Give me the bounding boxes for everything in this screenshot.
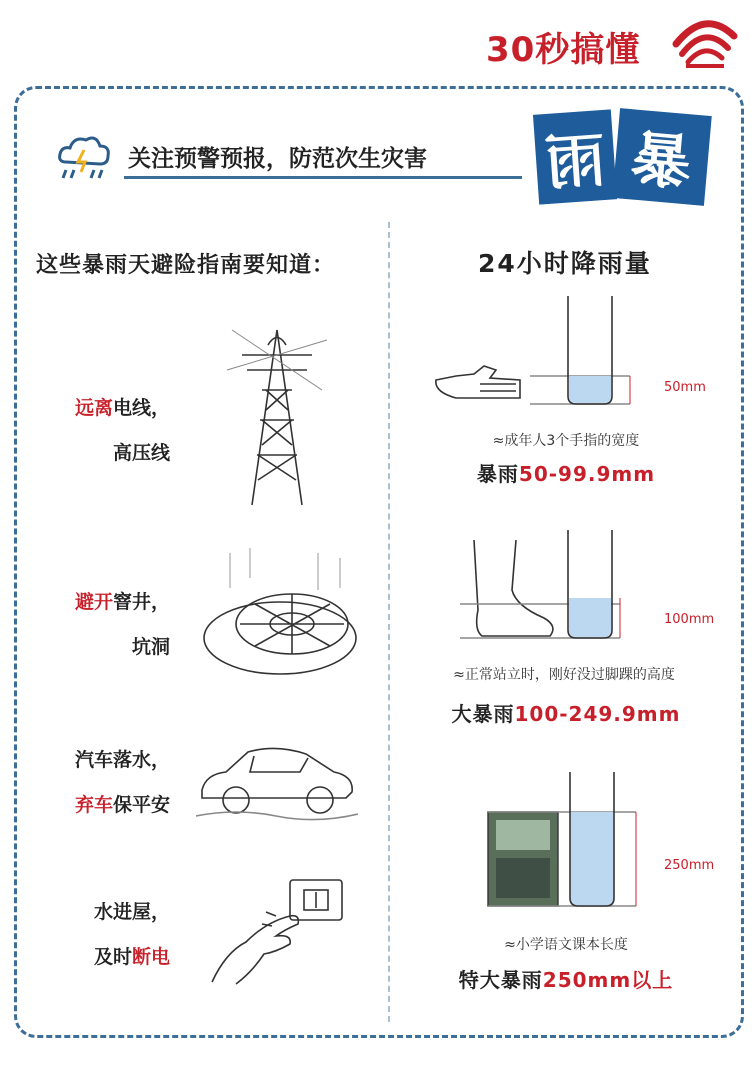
level-value	[416, 964, 716, 993]
manhole-icon	[200, 548, 360, 688]
level-range: 50-99.9mm	[518, 462, 656, 486]
car-icon	[196, 738, 358, 824]
level-name: 特大暴雨	[458, 968, 543, 992]
tip-highlight: 避开	[74, 591, 113, 613]
tip-text: 窨井，	[112, 591, 170, 613]
level-caption: ≈正常站立时，刚好没过脚踝的高度	[453, 667, 675, 683]
level-mm-label: 250mm	[664, 858, 715, 873]
guide-heading: 这些暴雨天避险指南要知道：	[36, 253, 336, 278]
tip-car-in-water	[40, 738, 170, 828]
tip-text: 水进屋，	[93, 901, 170, 923]
level-caption: ≈小学语文课本长度	[504, 937, 628, 953]
level-range: 100-249.9mm	[514, 702, 681, 726]
tip-highlight: 远离	[74, 397, 113, 419]
level-value	[416, 698, 716, 727]
headline-underline	[124, 176, 522, 179]
tip-highlight: 弃车	[74, 794, 113, 816]
tip-manholes	[40, 580, 170, 670]
brand-title: 30秒搞懂	[486, 30, 641, 70]
level-mm-label: 100mm	[664, 612, 715, 627]
cylinder-250mm-illustration	[486, 772, 666, 912]
brand-logo-icon	[668, 4, 742, 74]
tip-text: 及时	[93, 946, 132, 968]
tip-power-lines	[40, 386, 170, 476]
level-value	[416, 458, 716, 487]
storm-cloud-icon	[54, 132, 114, 184]
level-name: 暴雨	[476, 462, 519, 486]
tip-highlight: 断电	[131, 946, 170, 968]
cylinder-100mm-illustration	[460, 530, 720, 650]
level-caption: ≈成年人3个手指的宽度	[492, 433, 640, 449]
tip-text: 保平安	[112, 794, 170, 816]
column-divider	[388, 222, 390, 1022]
level-name: 大暴雨	[451, 702, 515, 726]
level-mm-label: 50mm	[664, 380, 706, 395]
tip-text: 汽车落水，	[74, 749, 170, 771]
tip-text: 坑洞	[131, 636, 170, 658]
tip-text: 高压线	[112, 442, 170, 464]
power-tower-icon	[222, 310, 332, 510]
tip-text: 电线，	[112, 397, 170, 419]
level-range: 250mm以上	[542, 968, 674, 992]
headline: 关注预警预报，防范次生灾害	[128, 146, 427, 172]
rainfall-heading: 24小时降雨量	[478, 249, 652, 278]
badge-char-heavy: 暴	[612, 108, 711, 206]
cylinder-50mm-illustration	[430, 296, 720, 416]
tip-flooded-house	[40, 890, 170, 980]
badge-char-rain: 雨	[533, 109, 617, 204]
hand-switch-icon	[206, 872, 350, 992]
